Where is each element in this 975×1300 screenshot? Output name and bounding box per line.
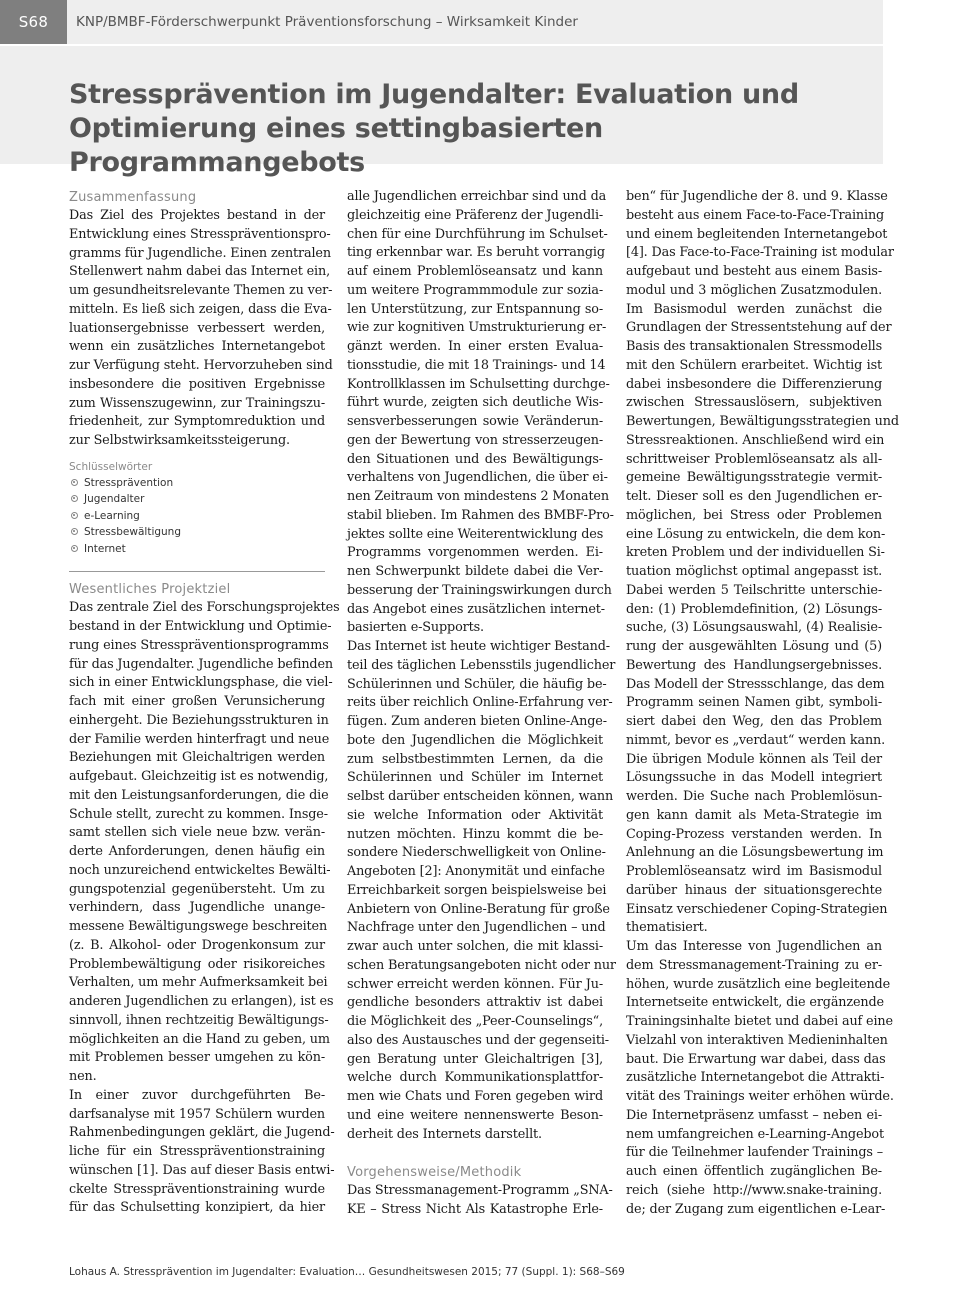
text-line: der Familie werden hinterfragt und neue	[69, 731, 330, 747]
text-line: Verhalten, um mehr Aufmerksamkeit bei	[69, 975, 328, 991]
text-line: mit Problemen besser umgehen zu kön-	[69, 1050, 325, 1066]
text-line: sich in einer Entwicklungsphase, die viel-	[69, 675, 333, 691]
text-line: höhen, wurde zusätzlich eine begleitende	[626, 976, 890, 992]
text-line: vität des Trainings weiter erhöhen würde.	[626, 1089, 894, 1104]
text-line: dem Stressmanagement-Training zu er-	[626, 957, 882, 973]
text-line: Das Modell der Stressschlange, das dem	[626, 676, 885, 692]
goal-body-part-1	[69, 599, 340, 1218]
text-line: mit den Schülern erarbeitet. Wichtig ist	[626, 357, 882, 373]
text-line: Problemlöseansatz wird im Basismodul	[626, 864, 882, 879]
text-line: tuation möglichst optimal angepasst ist.	[626, 564, 882, 579]
text-line: Nachfrage unter den Jugendlichen – und	[347, 920, 606, 936]
text-line: thematisiert.	[626, 920, 708, 936]
text-line: Schülerinnen und Schüler, die häufig be-	[347, 676, 607, 692]
text-line: suche, (3) Lösungsauswahl, (4) Realisie-	[626, 620, 882, 636]
text-line: Entwicklung eines Stresspräventionspro-	[69, 226, 331, 242]
text-line: nen.	[69, 1069, 97, 1084]
column-2	[347, 188, 616, 1220]
text-line: Das Stressmanagement-Programm „SNA-	[347, 1183, 613, 1199]
text-line: nutzen möchten. Hinzu kommt die be-	[347, 826, 603, 842]
text-line: möglichen, bei Stress oder Problemen	[626, 507, 882, 523]
text-line: teil des täglichen Lebensstils jugendlicher	[347, 657, 616, 673]
text-line: KE – Stress Nicht Als Katastrophe Erle-	[347, 1202, 603, 1217]
text-line: die Möglichkeit des „Peer-Counselings“,	[347, 1014, 603, 1029]
summary-body	[69, 207, 333, 451]
text-line: also des Austausches und der gegenseiti-	[347, 1032, 609, 1048]
text-line: samt stellen sich viele neue bzw. verän-	[69, 825, 325, 841]
text-line: tionsstudie, die mit 18 Trainings- und 14	[347, 357, 606, 373]
text-line: insbesondere die positiven Ergebnisse	[69, 376, 325, 392]
text-line: gänzt werden. In einer ersten Evalua-	[347, 339, 603, 354]
text-line: Einsatz verschiedener Coping-Strategien	[626, 901, 888, 917]
text-line: Bewertung des Handlungsergebnisses.	[626, 657, 882, 673]
text-line: fach mit einer großen Verunsicherung	[69, 694, 325, 709]
text-line: dabei insbesondere die Differenzierung	[626, 376, 882, 392]
text-line: den: (1) Problemdefinition, (2) Lösungs-	[626, 601, 882, 617]
keyword-label: Internet	[84, 542, 126, 555]
text-line: noch unzureichend entwickeltes Bewälti-	[69, 862, 331, 878]
text-line: besserung der Trainingswirkungen durch	[347, 582, 612, 598]
text-line: zwar auch unter solchen, die mit klassi-	[347, 939, 603, 954]
text-line: fügen. Zum anderen bieten Online-Ange-	[347, 714, 607, 729]
section-gap	[347, 1144, 603, 1163]
keyword-item	[69, 475, 325, 492]
text-line: wenn ein zusätzliches Internetangebot	[69, 339, 325, 355]
text-line: (z. B. Alkohol- oder Drogenkonsum zur	[69, 937, 325, 953]
keyword-item	[69, 541, 325, 558]
text-line: darüber hinaus der situationsgerechte	[626, 882, 882, 898]
text-line: sie welche Information oder Aktivität	[347, 807, 603, 823]
text-line: schrittweiser Problemlöseansatz als all-	[626, 451, 882, 467]
text-line: reich (siehe http://www.snake-training.	[626, 1182, 882, 1198]
text-line: für das Schulsetting konzipiert, da hier	[69, 1200, 325, 1216]
text-line: nen Schwerpunkt bildete dabei die Ver-	[347, 564, 603, 579]
text-line: verhaltens von Jugendlichen, die über ei-	[347, 470, 608, 486]
text-line: Die Internetpräsenz umfasst – neben ei-	[626, 1107, 882, 1123]
keyword-label: Stressprävention	[84, 476, 174, 489]
text-line: zusätzliche Internetangebot die Attrakti-	[626, 1070, 885, 1086]
text-line: Grundlagen der Stressentstehung auf der	[626, 320, 892, 336]
text-line: aufgebaut. Gleichzeitig ist es notwendig,	[69, 769, 329, 784]
text-line: derheit des Internets darstellt.	[347, 1126, 542, 1142]
keyword-list	[69, 475, 325, 558]
text-line: gen der Bewertung von stresserzeugen-	[347, 432, 603, 448]
title-line: Optimierung eines settingbasierten Programmangebots	[69, 113, 603, 178]
text-line: gen kann damit als Meta-Strategie im	[626, 807, 882, 823]
text-line: zwischen Stressauslösern, subjektiven	[626, 395, 882, 411]
text-line: und eine weitere nennenswerte Beson-	[347, 1107, 603, 1123]
keyword-label: e-Learning	[84, 509, 140, 522]
text-line: ben“ für Jugendliche der 8. und 9. Klasse	[626, 189, 888, 204]
text-line: möglichkeiten an die Hand zu geben, um	[69, 1031, 330, 1047]
text-line: men wie Chats und Foren gegeben wird	[347, 1089, 603, 1104]
keyword-item	[69, 508, 325, 525]
footer-citation: Lohaus A. Stressprävention im Jugendalter: Evaluation… Gesundheitswesen 2015; 77 (Suppl. 1): S68–S69	[69, 1266, 625, 1278]
text-line: Das Internet ist heute wichtiger Bestand-	[347, 639, 610, 654]
text-line: aufgebaut und besteht aus einem Basis-	[626, 264, 882, 279]
text-line: Bewertungen, Bewältigungsstrategien und	[626, 414, 899, 429]
text-line: friedenheit, zur Symptomreduktion und	[69, 414, 325, 430]
bullet-icon	[71, 545, 78, 552]
column-1	[69, 188, 340, 1218]
article-title	[69, 78, 869, 180]
text-line: Anlehnung an die Lösungsbewertung im	[626, 845, 884, 861]
keyword-item	[69, 524, 325, 541]
text-line: auf einem Problemlöseansatz und kann	[347, 264, 603, 279]
text-line: besteht aus einem Face-to-Face-Training	[626, 207, 885, 223]
text-line: Schülerinnen und Schüler im Internet	[347, 770, 603, 786]
text-line: bote den Jugendlichen die Möglichkeit	[347, 732, 603, 748]
text-line: rung der ausgewählten Lösung und (5)	[626, 639, 882, 654]
title-line: Stressprävention im Jugendalter: Evaluation und	[69, 79, 799, 110]
text-line: einhergeht. Die Beziehungsstrukturen in	[69, 712, 329, 728]
text-line: luationsergebnisse verbessert werden,	[69, 320, 325, 336]
text-line: Rahmenbedingungen geklärt, die Jugend-	[69, 1125, 335, 1141]
text-line: gleichzeitig eine Präferenz der Jugendli-	[347, 207, 604, 223]
text-line: modul und 3 möglichen Zusatzmodulen.	[626, 282, 882, 298]
text-line: gendliche besonders attraktiv ist dabei	[347, 995, 603, 1011]
page-number: S68	[0, 0, 67, 44]
text-line: chen für eine Durchführung im Schulset-	[347, 226, 608, 242]
text-line: schwer erreicht werden können. Für Ju-	[347, 976, 603, 992]
text-line: Lösungssuche in das Modell integriert	[626, 770, 882, 786]
text-line: mitteln. Es ließ sich zeigen, dass die Eva-	[69, 301, 332, 317]
text-line: um gesundheitsrelevante Themen zu ver-	[69, 283, 333, 298]
text-line: nen Zeitraum von mindestens 2 Monaten	[347, 489, 609, 504]
text-line: sensverbesserungen sowie Veränderun-	[347, 414, 603, 429]
text-line: stabil blieben. Im Rahmen des BMBF-Pro-	[347, 507, 614, 523]
bullet-icon	[71, 512, 78, 519]
text-line: Vielzahl von interaktiven Medieninhalten	[626, 1032, 888, 1048]
text-line: [4]. Das Face-to-Face-Training ist modular	[626, 245, 894, 261]
text-line: und einem begleitenden Internetangebot	[626, 226, 888, 242]
text-line: mit den Leistungsanforderungen, die die	[69, 787, 329, 803]
text-line: gramms für Jugendliche. Einen zentralen	[69, 245, 331, 261]
text-line: len Unterstützung, zur Entspannung so-	[347, 301, 603, 317]
text-line: Basis des transaktionalen Stressmodells	[626, 339, 882, 354]
goal-heading: Wesentliches Projektziel	[69, 582, 231, 598]
text-line: siert dabei den Weg, den das Problem	[626, 714, 882, 729]
text-line: gemeine Bewältigungsstrategie vermit-	[626, 470, 882, 486]
bullet-icon	[71, 479, 78, 486]
text-line: jektes sollte eine Weiterentwicklung des	[347, 526, 604, 542]
text-line: anderen Jugendlichen zu erlangen), ist es	[69, 994, 334, 1009]
text-line: werden. Die Suche nach Problemlösun-	[626, 789, 882, 804]
text-line: Programm seinen Namen gibt, symboli-	[626, 695, 882, 711]
text-line: Das Ziel des Projektes bestand in der	[69, 208, 325, 223]
text-line: In einer zuvor durchgeführten Be-	[69, 1087, 325, 1103]
text-line: schen Beratungsangeboten nicht oder nur	[347, 957, 616, 973]
text-line: de; der Zugang zum eigentlichen e-Lear-	[626, 1201, 886, 1217]
text-line: verhindern, dass Jugendliche unange-	[69, 900, 325, 916]
text-line: wünschen [1]. Das auf dieser Basis entwi-	[69, 1162, 335, 1178]
text-line: Die übrigen Module können als Teil der	[626, 751, 882, 767]
text-line: Coping-Prozess verstanden werden. In	[626, 826, 882, 842]
text-line: Im Basismodul werden zunächst die	[626, 301, 882, 317]
keywords-heading: Schlüsselwörter	[69, 460, 153, 473]
text-line: führt wurde, zeigten sich deutliche Wis-	[347, 395, 603, 411]
text-line: Erreichbarkeit sorgen beispielsweise bei	[347, 882, 607, 898]
text-line: für die Teilnehmer laufender Trainings –	[626, 1145, 883, 1161]
text-line: Das zentrale Ziel des Forschungsprojektes	[69, 600, 340, 616]
text-line: kreten Problem und der individuellen Si-	[626, 545, 885, 561]
method-heading: Vorgehensweise/Methodik	[347, 1165, 522, 1181]
column-3	[626, 188, 899, 1219]
text-line: Angeboten [2]: Anonymität und einfache	[347, 864, 605, 879]
text-line: Programms vorgenommen werden. Ei-	[347, 545, 603, 561]
text-line: eine Lösung zu entwickeln, die dem kon-	[626, 526, 886, 542]
text-line: zum Wissenszugewinn, zur Trainingszu-	[69, 395, 325, 411]
text-line: alle Jugendlichen erreichbar sind und da	[347, 189, 607, 204]
summary-heading: Zusammenfassung	[69, 190, 197, 205]
text-line: Beziehungen mit Gleichaltrigen werden	[69, 750, 325, 766]
running-head: KNP/BMBF-Förderschwerpunkt Präventionsforschung – Wirksamkeit Kinder	[76, 14, 578, 30]
text-line: sondere Niederschwelligkeit von Online-	[347, 845, 606, 861]
keyword-label: Stressbewältigung	[84, 526, 182, 539]
text-line: welche durch Kommunikationsplattfor-	[347, 1070, 603, 1086]
method-body-part-1	[347, 1182, 613, 1220]
text-line: Internetseite entwickelt, die ergänzende	[626, 995, 884, 1011]
text-line: messene Bewältigungswege beschreiten	[69, 919, 328, 934]
text-line: für das Jugendalter. Jugendliche befinden	[69, 656, 333, 672]
text-line: baut. Die Erwartung war dabei, dass das	[626, 1051, 886, 1067]
text-line: zur Selbstwirksamkeitssteigerung.	[69, 433, 290, 448]
text-line: Dabei werden 5 Teilschritte unterschie-	[626, 582, 882, 598]
text-line: Schule stellt, zurecht zu kommen. Insge-	[69, 806, 328, 822]
text-line: Stellenwert nahm dabei das Internet ein,	[69, 264, 330, 280]
text-line: Anbietern von Online-Beratung für große	[347, 901, 610, 917]
text-line: darfsanalyse mit 1957 Schülern wurden	[69, 1106, 325, 1122]
text-line: rung eines Stresspräventionsprogramms	[69, 637, 329, 653]
text-line: das Angebot eines zusätzlichen internet-	[347, 601, 605, 617]
text-line: derte Anforderungen, denen häufig ein	[69, 844, 325, 859]
text-line: Um das Interesse von Jugendlichen an	[626, 939, 882, 954]
text-line: zur Verfügung steht. Hervorzuheben sind	[69, 358, 333, 373]
text-line: gen Beratung unter Gleichaltrigen [3],	[347, 1051, 603, 1067]
section-divider	[69, 571, 325, 572]
text-line: Problembewältigung oder risikoreiches	[69, 956, 325, 972]
text-line: den Situationen und des Bewältigungs-	[347, 451, 603, 467]
text-line: Stressreaktionen. Anschließend wird ein	[626, 432, 885, 448]
text-line: bestand in der Entwicklung und Optimie-	[69, 619, 332, 634]
text-line: gungspotenzial gegenübersteht. Um zu	[69, 881, 325, 897]
text-line: telt. Dieser soll es den Jugendlichen er-	[626, 489, 882, 504]
keyword-item	[69, 491, 325, 508]
text-line: um weitere Programmmodule zur sozia-	[347, 282, 603, 298]
method-body-part-2	[626, 188, 899, 1219]
text-line: Trainingsinhalte bietet und dabei auf eine	[626, 1014, 893, 1029]
text-line: basierten e-Supports.	[347, 620, 484, 636]
text-line: ting erkennbar war. Es beruht vorrangig	[347, 245, 605, 261]
text-line: nem umfangreichen e-Learning-Angebot	[626, 1126, 884, 1142]
text-line: Kontrollklassen im Schulsetting durchge-	[347, 376, 610, 392]
bullet-icon	[71, 495, 78, 502]
text-line: reits über reichlich Online-Erfahrung ver-	[347, 695, 613, 711]
text-line: zum selbstbestimmten Lernen, da die	[347, 751, 603, 767]
goal-body-part-2	[347, 188, 616, 1144]
text-line: auch einen öffentlich zugänglichen Be-	[626, 1164, 882, 1179]
text-line: ckelte Stresspräventionstraining wurde	[69, 1181, 325, 1197]
text-line: wie zur kognitiven Umstrukturierung er-	[347, 320, 607, 336]
text-line: liche für ein Stresspräventionstraining	[69, 1144, 325, 1159]
text-line: nimmt, bevor es „verdaut“ werden kann.	[626, 732, 886, 748]
bullet-icon	[71, 528, 78, 535]
text-line: sinnvoll, ihnen rechtzeitig Bewältigungs-	[69, 1012, 329, 1028]
keyword-label: Jugendalter	[84, 493, 145, 506]
text-line: selbst darüber entscheiden können, wann	[347, 789, 614, 804]
